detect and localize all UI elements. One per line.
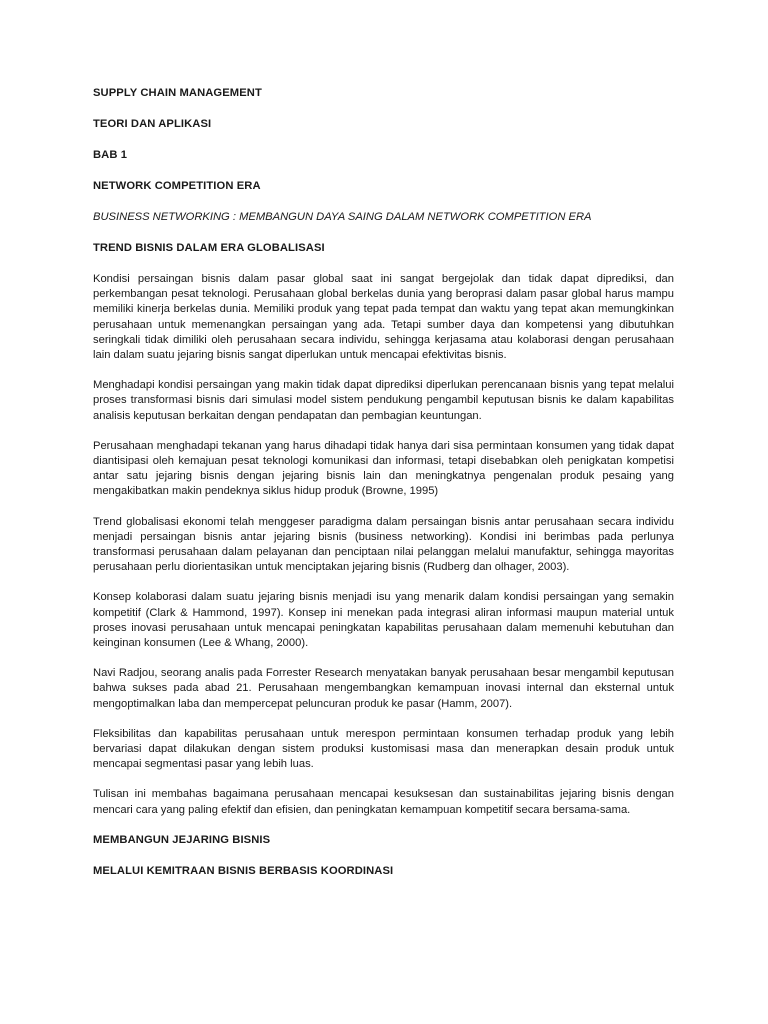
paragraph: Konsep kolaborasi dalam suatu jejaring bisnis menjadi isu yang menarik dalam kondisi persaingan yang semakin kompetitif (Clark & Hammond, 1997). Konsep ini menekan pada integrasi aliran informasi maupun material untuk proses inovasi perusahaan untuk mencapai peningkatan kapabilitas perusahaan dalam memenuhi kebutuhan dan keinginan konsumen (Lee & Whang, 2000).	[93, 591, 674, 650]
document-page	[93, 86, 674, 879]
chapter-number: BAB 1	[93, 149, 128, 161]
italic-heading: BUSINESS NETWORKING : MEMBANGUN DAYA SAING DALAM NETWORK COMPETITION ERA	[93, 211, 592, 223]
document-subtitle: TEORI DAN APLIKASI	[93, 118, 212, 130]
paragraph: Fleksibilitas dan kapabilitas perusahaan untuk merespon permintaan konsumen terhadap produk yang lebih bervariasi dapat dilakukan dengan sistem produksi kustomisasi masa dan menerapkan desain produk untuk mencapai segmentasi pasar yang lebih luas.	[93, 727, 674, 771]
section-heading-kemitraan: MELALUI KEMITRAAN BISNIS BERBASIS KOORDINASI	[93, 864, 394, 877]
paragraph: Kondisi persaingan bisnis dalam pasar global saat ini sangat bergejolak dan tidak dapat diprediksi, dan perkembangan pesat teknologi. Perusahaan global berkelas dunia yang beroprasi dalam pasar global harus mampu memiliki kinerja berkelas dunia. Memiliki produk yang tepat pada tempat dan waktu yang tepat akan memungkinkan perusahaan untuk memenangkan persaingan yang ada. Tetapi sumber daya dan kompetensi yang dibutuhkan seringkali tidak dimiliki oleh perusahaan secara individu, sehingga kerjasama atau kolaborasi dengan perusahaan lain dalam suatu jejaring bisnis sangat diperlukan untuk mencapai efektivitas bisnis.	[93, 273, 674, 362]
paragraph: Navi Radjou, seorang analis pada Forrester Research menyatakan banyak perusahaan besar mengambil keputusan bahwa sukses pada abad 21. Perusahaan mengembangkan kemampuan inovasi internal dan eksternal untuk mengoptimalkan laba dan mempercepat peluncuran produk ke pasar (Hamm, 2007).	[93, 667, 674, 710]
paragraph: Menghadapi kondisi persaingan yang makin tidak dapat diprediksi diperlukan perencanaan bisnis yang tepat melalui proses transformasi bisnis dari simulasi model sistem pendukung pengambil keputusan bisnis ke dalam kapabilitas analisis keputusan berkaitan dengan pendapatan dan pembagian keuntungan.	[93, 379, 674, 422]
document-title: SUPPLY CHAIN MANAGEMENT	[93, 87, 262, 99]
paragraph: Trend globalisasi ekonomi telah menggeser paradigma dalam persaingan bisnis antar perusahaan secara individu menjadi persaingan bisnis antar jejaring bisnis (business networking). Kondisi ini berimbas pada perlunya transformasi perusahaan dalam pelayanan dan penciptaan nilai pelanggan melalui manufaktur, sehingga mayoritas perusahaan perlu diorientasikan untuk menciptakan jejaring bisnis (Rudberg dan olhager, 2003).	[93, 515, 674, 574]
paragraph: Tulisan ini membahas bagaimana perusahaan mencapai kesuksesan dan sustainabilitas jejaring bisnis dengan mencari cara yang paling efektif dan efisien, dan peningkatan kemampuan kompetitif secara bersama-sama.	[93, 788, 674, 816]
section-heading-jejaring: MEMBANGUN JEJARING BISNIS	[93, 833, 271, 846]
chapter-title: NETWORK COMPETITION ERA	[93, 180, 261, 192]
paragraph: Perusahaan menghadapi tekanan yang harus dihadapi tidak hanya dari sisa permintaan konsumen yang tidak dapat diantisipasi oleh kemajuan pesat teknologi komunikasi dan informasi, tetapi disebabkan oleh penigkatan kompetisi antar satu jejaring bisnis dengan jejaring bisnis lain dan meningkatnya pengenalan produk pesaing yang mengakibatkan makin pendeknya siklus hidup produk (Browne, 1995)	[93, 439, 674, 498]
section-heading-trend: TREND BISNIS DALAM ERA GLOBALISASI	[93, 242, 325, 254]
